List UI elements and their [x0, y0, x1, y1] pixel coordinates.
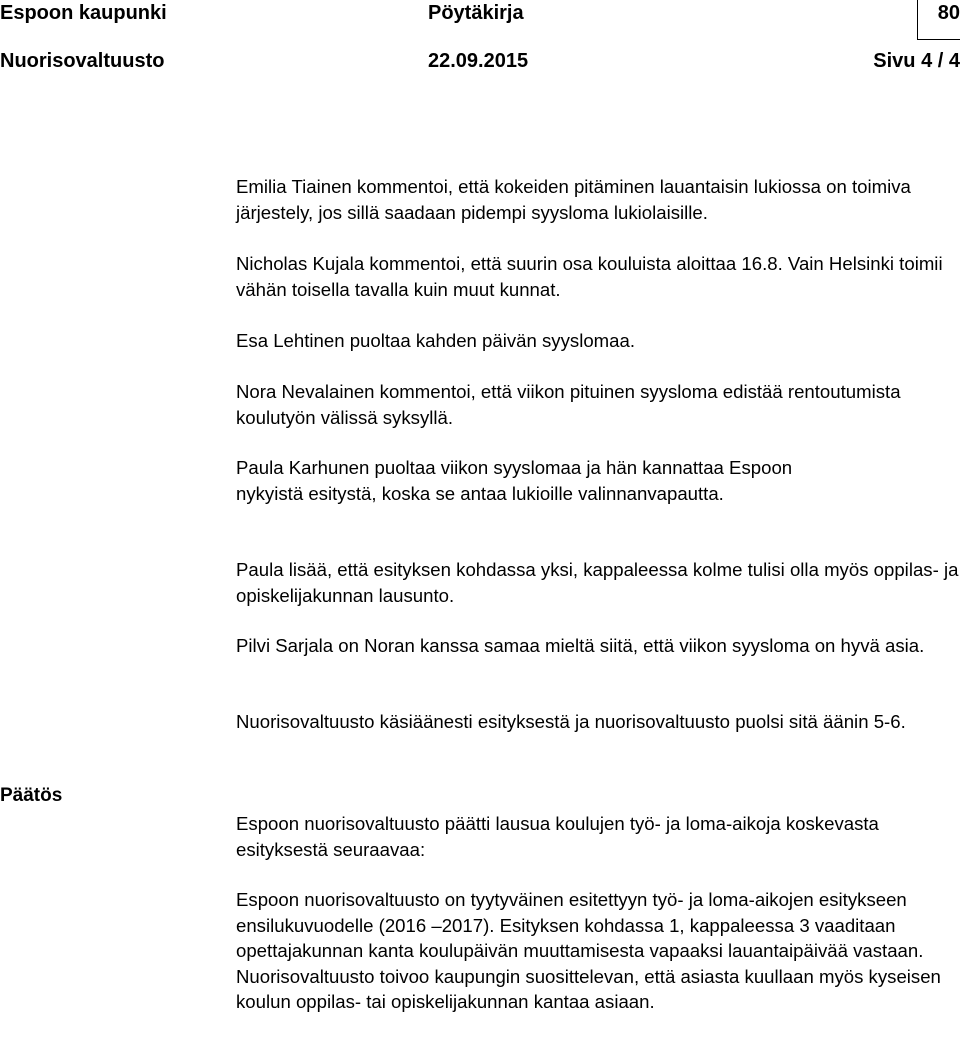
discussion-paragraph: Esa Lehtinen puoltaa kahden päivän syyslomaa.	[236, 330, 636, 351]
discussion-paragraph: Emilia Tiainen kommentoi, että kokeiden pitäminen lauantaisin lukiossa on toimiva järjestely, jos sillä saadaan pidempi syysloma lukiolaisille.	[236, 176, 911, 223]
organization-name: Espoon kaupunki	[0, 2, 167, 24]
meeting-date: 22.09.2015	[428, 50, 529, 72]
decision-label: Päätös	[0, 785, 63, 806]
discussion-paragraph: Nora Nevalainen kommentoi, että viikon pituinen syysloma edistää rentoutumista koulutyön välissä syksyllä.	[236, 381, 901, 428]
discussion-paragraph: Paula Karhunen puoltaa viikon syyslomaa ja hän kannattaa Espoon nykyistä esitystä, koska se antaa lukioille valinnanvapautta.	[236, 457, 793, 504]
committee-name: Nuorisovaltuusto	[0, 50, 165, 72]
decision-paragraph: Espoon nuorisovaltuusto on tyytyväinen esitettyyn työ- ja loma-aikojen esitykseen ensilukuvuodelle (2016 –2017). Esityksen kohdassa 1, kappaleessa 3 vaaditaan opettajakunnan kanta koulupäivän muuttamisesta vapaaksi lauantaipäivää vastaan. Nuorisovaltuusto toivoo kaupungin suosittelevan, että asiasta kuullaan myös kyseisen koulun oppilas- tai opiskelijakunnan kantaa asiaan.	[236, 889, 941, 1012]
page-info: Sivu 4 / 4	[873, 50, 960, 72]
discussion-paragraph: Nicholas Kujala kommentoi, että suurin osa kouluista aloittaa 16.8. Vain Helsinki toimii vähän toisella tavalla kuin muut kunnat.	[236, 253, 943, 300]
page-number-box	[917, 0, 960, 40]
discussion-paragraph: Paula lisää, että esityksen kohdassa yksi, kappaleessa kolme tulisi olla myös oppilas- ja opiskelijakunnan lausunto.	[236, 559, 959, 606]
page-number: 80	[937, 2, 960, 24]
discussion-paragraph: Nuorisovaltuusto käsiäänesti esityksestä ja nuorisovaltuusto puolsi sitä äänin 5-6.	[236, 711, 906, 732]
document-type: Pöytäkirja	[428, 2, 524, 24]
decision-paragraph: Espoon nuorisovaltuusto päätti lausua koulujen työ- ja loma-aikoja koskevasta esityksestä seuraavaa:	[236, 813, 879, 860]
discussion-paragraph: Pilvi Sarjala on Noran kanssa samaa mieltä siitä, että viikon syysloma on hyvä asia.	[236, 635, 925, 656]
